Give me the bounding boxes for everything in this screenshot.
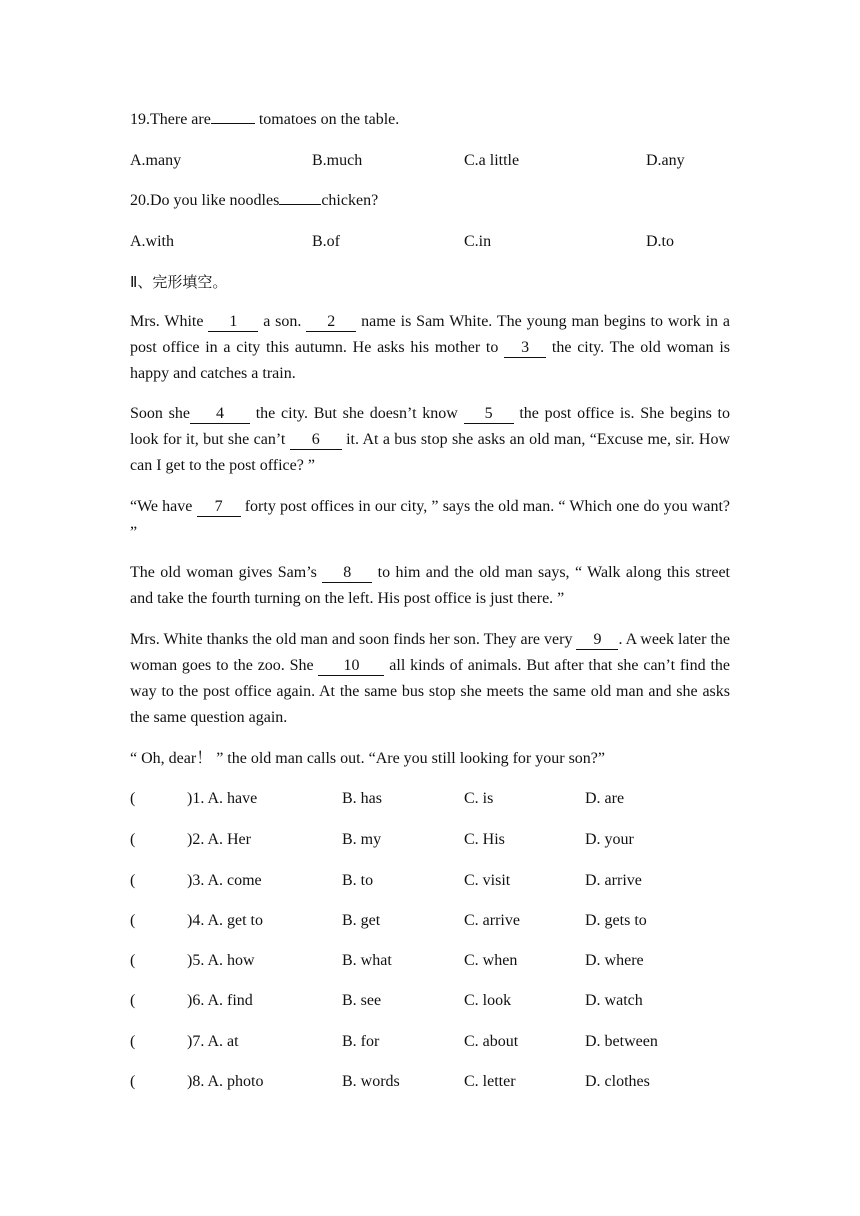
option-a: )4. A. get to bbox=[187, 912, 263, 929]
option-c: C. His bbox=[464, 831, 505, 848]
option-c: C. visit bbox=[464, 872, 511, 889]
option-a: )2. A. Her bbox=[187, 831, 251, 848]
passage-paragraph-6: “ Oh, dear！ ” the old man calls out. “Are you still looking for your son?” bbox=[130, 750, 605, 767]
option-a: )5. A. how bbox=[187, 952, 255, 969]
p2-text-c: the post office is. She begins to look for it, but she can’t bbox=[130, 405, 731, 448]
blank-1: 1 bbox=[208, 313, 258, 332]
option-c: C. letter bbox=[464, 1073, 516, 1090]
passage-paragraph-3 bbox=[130, 494, 730, 546]
answer-paren[interactable]: ( bbox=[130, 1073, 136, 1090]
option-c: C. about bbox=[464, 1033, 519, 1050]
option-d: D. watch bbox=[585, 992, 643, 1009]
blank-6: 6 bbox=[290, 431, 342, 450]
option-b: B. see bbox=[342, 992, 382, 1009]
option-b: B. my bbox=[342, 831, 382, 848]
q19-option-b: B.much bbox=[312, 152, 363, 169]
option-d: D. between bbox=[585, 1033, 658, 1050]
blank-10: 10 bbox=[318, 657, 384, 676]
p4-text-a: The old woman gives Sam’s bbox=[130, 564, 323, 581]
blank-4: 4 bbox=[190, 405, 250, 424]
blank-9: 9 bbox=[576, 631, 618, 650]
passage-paragraph-2 bbox=[130, 401, 730, 479]
p3-text-b: forty post offices in our city, ” says the old man. “ Which one do you want? ” bbox=[130, 498, 731, 541]
p4-text-b: to him and the old man says, “ Walk along this street and take the fourth turning on the left. His post office is just there. ” bbox=[130, 564, 731, 607]
question-19-stem bbox=[130, 110, 399, 130]
option-b: B. what bbox=[342, 952, 392, 969]
q20-stem-after: chicken? bbox=[321, 192, 379, 209]
option-a: )6. A. find bbox=[187, 992, 253, 1009]
q19-option-d: D.any bbox=[646, 152, 685, 169]
p2-text-b: the city. But she doesn’t know bbox=[249, 405, 464, 422]
q19-option-c: C.a little bbox=[464, 152, 520, 169]
answer-paren[interactable]: ( bbox=[130, 831, 136, 848]
answer-paren[interactable]: ( bbox=[130, 912, 136, 929]
p2-text-a: Soon she bbox=[130, 405, 190, 422]
blank-3: 3 bbox=[504, 339, 546, 358]
q20-stem-before: 20.Do you like noodles bbox=[130, 192, 280, 209]
p5-text-b: . A week later the woman goes to the zoo. She bbox=[130, 631, 730, 674]
passage-paragraph-1 bbox=[130, 309, 730, 387]
p1-text-a: Mrs. White bbox=[130, 313, 209, 330]
option-d: D. gets to bbox=[585, 912, 647, 929]
option-c: C. look bbox=[464, 992, 512, 1009]
q20-option-c: C.in bbox=[464, 233, 492, 250]
q19-option-a: A.many bbox=[130, 152, 182, 169]
answer-paren[interactable]: ( bbox=[130, 790, 136, 807]
option-b: B. has bbox=[342, 790, 382, 807]
option-d: D. clothes bbox=[585, 1073, 650, 1090]
p3-text-a: “We have bbox=[130, 498, 197, 515]
p1-text-b: a son. bbox=[258, 313, 307, 330]
option-b: B. get bbox=[342, 912, 381, 929]
q19-stem-after: tomatoes on the table. bbox=[254, 111, 400, 128]
p5-text-a: Mrs. White thanks the old man and soon finds her son. They are very bbox=[130, 631, 577, 648]
option-b: B. words bbox=[342, 1073, 400, 1090]
answer-paren[interactable]: ( bbox=[130, 952, 136, 969]
q20-option-d: D.to bbox=[646, 233, 674, 250]
option-a: )1. A. have bbox=[187, 790, 258, 807]
q20-option-a: A.with bbox=[130, 233, 174, 250]
option-c: C. when bbox=[464, 952, 518, 969]
option-c: C. arrive bbox=[464, 912, 520, 929]
option-b: B. for bbox=[342, 1033, 380, 1050]
q20-option-b: B.of bbox=[312, 233, 340, 250]
option-d: D. arrive bbox=[585, 872, 642, 889]
answer-paren[interactable]: ( bbox=[130, 992, 136, 1009]
option-d: D. your bbox=[585, 831, 634, 848]
question-20-stem bbox=[130, 191, 378, 211]
option-a: )8. A. photo bbox=[187, 1073, 264, 1090]
passage-paragraph-5 bbox=[130, 627, 730, 731]
section-2-title: Ⅱ、完形填空。 bbox=[130, 273, 228, 291]
q19-blank bbox=[211, 123, 255, 124]
answer-paren[interactable]: ( bbox=[130, 1033, 136, 1050]
passage-paragraph-4 bbox=[130, 560, 730, 612]
p1-text-d: the city. The old woman is happy and catches a train. bbox=[130, 339, 730, 382]
option-a: )7. A. at bbox=[187, 1033, 239, 1050]
option-a: )3. A. come bbox=[187, 872, 262, 889]
blank-5: 5 bbox=[464, 405, 514, 424]
p2-text-d: it. At a bus stop she asks an old man, “Excuse me, sir. How can I get to the post office? ” bbox=[130, 431, 731, 474]
q20-blank bbox=[279, 204, 321, 205]
p5-text-c: all kinds of animals. But after that she can’t find the way to the post office again. At the same bus stop she meets the same old man and she asks the same question again. bbox=[130, 657, 730, 726]
option-d: D. where bbox=[585, 952, 644, 969]
option-c: C. is bbox=[464, 790, 494, 807]
blank-7: 7 bbox=[197, 498, 241, 517]
answer-paren[interactable]: ( bbox=[130, 872, 136, 889]
option-b: B. to bbox=[342, 872, 374, 889]
option-d: D. are bbox=[585, 790, 625, 807]
blank-8: 8 bbox=[322, 564, 372, 583]
blank-2: 2 bbox=[306, 313, 356, 332]
q19-stem-before: 19.There are bbox=[130, 111, 211, 128]
p1-text-c: name is Sam White. The young man begins to work in a post office in a city this autumn. He asks his mother to bbox=[130, 313, 731, 356]
